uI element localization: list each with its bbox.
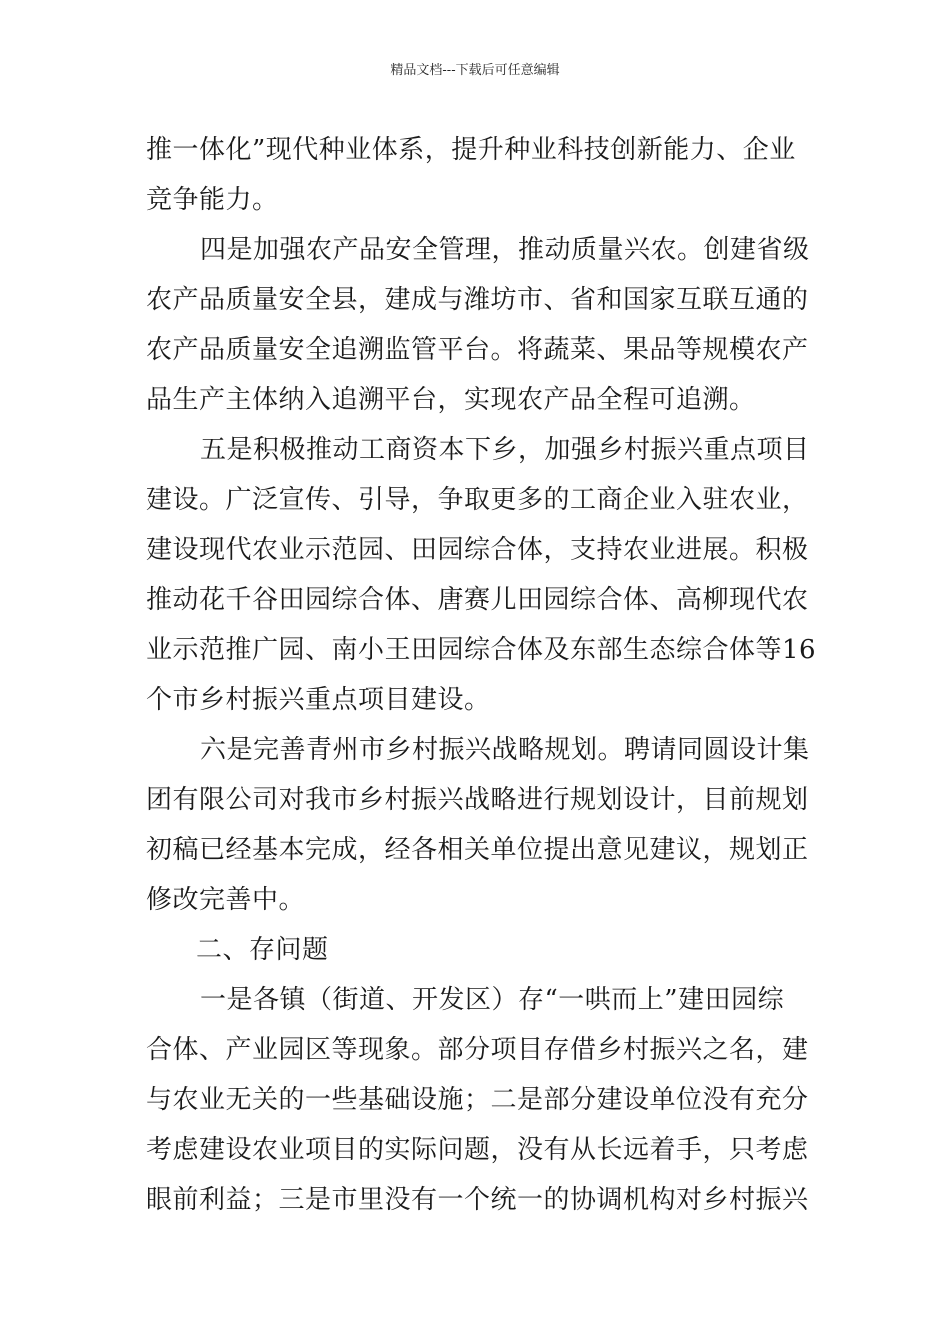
text-line: 竞争能力。: [146, 185, 279, 215]
paragraph-start-line: 五是积极推动工商资本下乡，加强乡村振兴重点项目: [200, 435, 810, 465]
text-line: 考虑建设农业项目的实际问题，没有从长远着手，只考虑: [146, 1135, 809, 1165]
paragraph-start-line: 六是完善青州市乡村振兴战略规划。聘请同圆设计集: [200, 735, 810, 765]
text-line: 眼前利益；三是市里没有一个统一的协调机构对乡村振兴: [146, 1185, 809, 1215]
text-line: 业示范推广园、南小王田园综合体及东部生态综合体等16: [146, 635, 817, 665]
text-line: 推动花千谷田园综合体、唐赛儿田园综合体、高柳现代农: [146, 585, 809, 615]
text-line: 初稿已经基本完成，经各相关单位提出意见建议，规划正: [146, 835, 809, 865]
paragraph-start-line: 四是加强农产品安全管理，推动质量兴农。创建省级: [200, 235, 810, 265]
page-header: 精品文档---下载后可任意编辑: [390, 63, 560, 78]
text-line: 建设。广泛宣传、引导，争取更多的工商企业入驻农业，: [146, 485, 809, 515]
document-body: [146, 125, 817, 1225]
text-line: 修改完善中。: [146, 885, 306, 915]
text-line: 个市乡村振兴重点项目建设。: [146, 685, 491, 715]
text-line: 推一体化”现代种业体系，提升种业科技创新能力、企业: [146, 135, 796, 165]
text-line: 农产品质量安全追溯监管平台。将蔬菜、果品等规模农产: [146, 335, 809, 365]
section-heading: 二、存问题: [196, 935, 329, 965]
text-line: 品生产主体纳入追溯平台，实现农产品全程可追溯。: [146, 385, 756, 415]
paragraph-start-line: 一是各镇（街道、开发区）存“一哄而上”建田园综: [200, 985, 785, 1015]
text-line: 农产品质量安全县，建成与潍坊市、省和国家互联互通的: [146, 285, 809, 315]
text-line: 建设现代农业示范园、田园综合体，支持农业进展。积极: [146, 535, 809, 565]
text-line: 与农业无关的一些基础设施；二是部分建设单位没有充分: [146, 1085, 809, 1115]
text-line: 团有限公司对我市乡村振兴战略进行规划设计，目前规划: [146, 785, 809, 815]
text-line: 合体、产业园区等现象。部分项目存借乡村振兴之名，建: [146, 1035, 809, 1065]
